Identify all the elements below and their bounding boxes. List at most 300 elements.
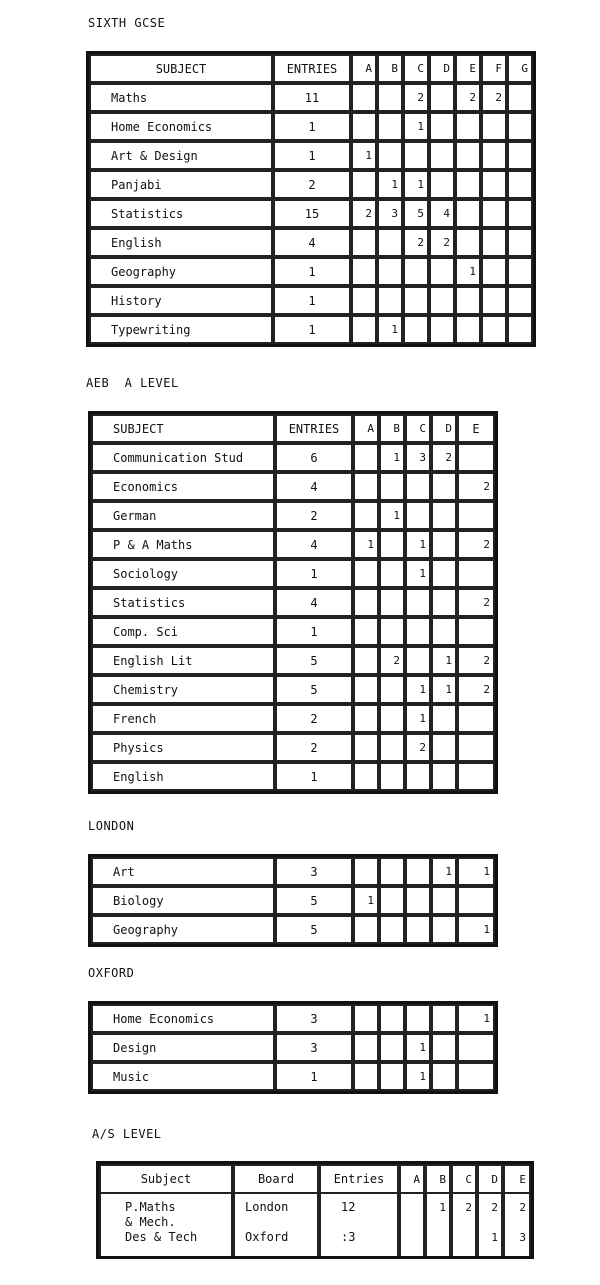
grade-cell: 2 — [429, 228, 455, 257]
grade-cell — [455, 228, 481, 257]
subject-cell: Physics — [91, 733, 275, 762]
grade-cell — [457, 443, 495, 472]
as-level-line: Des & Tech — [125, 1230, 198, 1244]
column-header: F — [481, 54, 507, 83]
as-level-line — [401, 1215, 420, 1230]
grade-cell — [377, 141, 403, 170]
gcse-header-row — [89, 54, 533, 83]
grade-cell — [429, 170, 455, 199]
column-header: ENTRIES — [273, 54, 351, 83]
table-row — [91, 915, 495, 944]
grade-cell — [429, 315, 455, 344]
grade-cell — [403, 315, 429, 344]
table-row — [91, 1062, 495, 1091]
grade-cell — [431, 733, 457, 762]
table-row — [89, 199, 533, 228]
column-header: E — [503, 1164, 531, 1194]
table-row — [91, 472, 495, 501]
grade-cell — [351, 228, 377, 257]
table-row — [91, 443, 495, 472]
as-level-line: 1 — [439, 1201, 446, 1214]
grade-cell — [379, 915, 405, 944]
grade-cell — [507, 257, 533, 286]
grade-cell — [405, 1004, 431, 1033]
entries-cell: 1 — [275, 762, 353, 791]
grade-cell: 1 — [403, 170, 429, 199]
entries-cell: 6 — [275, 443, 353, 472]
entries-cell: 1 — [273, 315, 351, 344]
grade-cell — [405, 617, 431, 646]
grade-cell — [457, 886, 495, 915]
grade-cell — [379, 857, 405, 886]
grade-cell — [353, 733, 379, 762]
grade-cell — [429, 83, 455, 112]
subject-cell: English — [91, 762, 275, 791]
subject-cell: Communication Stud — [91, 443, 275, 472]
entries-cell: 4 — [273, 228, 351, 257]
grade-cell: 5 — [403, 199, 429, 228]
grade-cell — [431, 559, 457, 588]
subject-cell: Design — [91, 1033, 275, 1062]
grade-cell — [405, 646, 431, 675]
grade-cell: 1 — [353, 886, 379, 915]
grade-cell: 2 — [403, 228, 429, 257]
grade-cell — [455, 112, 481, 141]
grade-cell — [507, 170, 533, 199]
grade-cell — [351, 83, 377, 112]
grade-cell: 2 — [457, 588, 495, 617]
grade-cell: 2 — [457, 530, 495, 559]
grade-cell — [429, 112, 455, 141]
subject-cell: Statistics — [89, 199, 273, 228]
as-level-line — [479, 1215, 498, 1230]
table-row — [91, 501, 495, 530]
grade-cell — [431, 530, 457, 559]
subject-cell: History — [89, 286, 273, 315]
grade-cell — [379, 1062, 405, 1091]
grade-cell — [353, 762, 379, 791]
grade-cell — [353, 646, 379, 675]
table-row — [89, 257, 533, 286]
grade-cell — [405, 588, 431, 617]
as-level-results-table — [96, 1161, 534, 1259]
column-header: D — [429, 54, 455, 83]
grade-cell: 3 — [377, 199, 403, 228]
entries-cell: 2 — [275, 704, 353, 733]
grade-cell: 2 — [351, 199, 377, 228]
grade-cell — [455, 199, 481, 228]
table-row — [91, 886, 495, 915]
grade-cell — [379, 617, 405, 646]
table-row — [89, 315, 533, 344]
grade-cell — [403, 257, 429, 286]
as-level-line — [453, 1215, 472, 1230]
subject-cell: Sociology — [91, 559, 275, 588]
grade-cell — [379, 588, 405, 617]
table-row — [91, 646, 495, 675]
subject-cell: Biology — [91, 886, 275, 915]
grade-cell — [379, 559, 405, 588]
column-header: SUBJECT — [89, 54, 273, 83]
grade-cell — [353, 857, 379, 886]
grade-cell — [405, 915, 431, 944]
as-level-header-row — [99, 1164, 531, 1194]
column-header: Entries — [319, 1164, 399, 1194]
grade-cell: 1 — [377, 315, 403, 344]
entries-cell: 2 — [275, 501, 353, 530]
grade-cell — [455, 141, 481, 170]
grade-cell: 1 — [405, 530, 431, 559]
subject-cell: P & A Maths — [91, 530, 275, 559]
grade-cell: 2 — [457, 472, 495, 501]
subject-cell: Panjabi — [89, 170, 273, 199]
column-header: B — [425, 1164, 451, 1194]
column-header: D — [477, 1164, 503, 1194]
as-level-line: 3 — [519, 1231, 526, 1244]
as-level-line — [401, 1200, 420, 1215]
grade-cell — [457, 1033, 495, 1062]
grade-cell — [477, 1194, 503, 1256]
entries-cell: 2 — [273, 170, 351, 199]
grade-cell — [507, 199, 533, 228]
entries-cell: 4 — [275, 472, 353, 501]
grade-cell: 1 — [405, 704, 431, 733]
column-header: B — [379, 414, 405, 443]
grade-cell — [431, 1062, 457, 1091]
grade-cell: 1 — [379, 443, 405, 472]
grade-cell — [377, 228, 403, 257]
grade-cell — [353, 588, 379, 617]
subject-cell: Home Economics — [91, 1004, 275, 1033]
grade-cell — [379, 733, 405, 762]
grade-cell — [431, 915, 457, 944]
entries-cell: 1 — [275, 1062, 353, 1091]
grade-cell: 2 — [457, 646, 495, 675]
grade-cell — [379, 886, 405, 915]
grade-cell — [429, 141, 455, 170]
grade-cell — [507, 228, 533, 257]
gcse-results-table — [86, 51, 536, 347]
as-level-line — [505, 1215, 526, 1230]
grade-cell: 2 — [405, 733, 431, 762]
aeb-section-title: AEB A LEVEL — [86, 376, 179, 390]
grade-cell — [377, 83, 403, 112]
grade-cell — [353, 1004, 379, 1033]
entries-cell: 1 — [273, 141, 351, 170]
subject-cell — [99, 1194, 233, 1256]
column-header: B — [377, 54, 403, 83]
grade-cell: 1 — [403, 112, 429, 141]
entries-cell: 3 — [275, 857, 353, 886]
table-row — [99, 1194, 531, 1256]
as-level-line — [401, 1230, 420, 1245]
grade-cell — [353, 617, 379, 646]
grade-cell — [351, 257, 377, 286]
table-row — [91, 1004, 495, 1033]
grade-cell: 2 — [457, 675, 495, 704]
as-level-line: 2 — [465, 1201, 472, 1214]
column-header: E — [457, 414, 495, 443]
subject-cell: Chemistry — [91, 675, 275, 704]
column-header: Board — [233, 1164, 319, 1194]
as-level-line — [453, 1230, 472, 1245]
grade-cell — [431, 501, 457, 530]
grade-cell — [379, 675, 405, 704]
entries-cell: 2 — [275, 733, 353, 762]
grade-cell — [405, 501, 431, 530]
table-row — [89, 112, 533, 141]
grade-cell — [425, 1194, 451, 1256]
grade-cell — [353, 915, 379, 944]
grade-cell: 1 — [431, 675, 457, 704]
as-level-line — [245, 1215, 317, 1230]
column-header: A — [399, 1164, 425, 1194]
as-level-line: :3 — [341, 1230, 356, 1244]
grade-cell — [379, 1033, 405, 1062]
subject-cell: Typewriting — [89, 315, 273, 344]
grade-cell — [429, 257, 455, 286]
grade-cell: 1 — [405, 1033, 431, 1062]
grade-cell — [377, 257, 403, 286]
entries-cell: 5 — [275, 646, 353, 675]
subject-cell: English Lit — [91, 646, 275, 675]
grade-cell — [353, 675, 379, 704]
as-level-line — [427, 1215, 446, 1230]
grade-cell — [455, 170, 481, 199]
subject-cell: Statistics — [91, 588, 275, 617]
grade-cell — [431, 1033, 457, 1062]
grade-cell — [457, 559, 495, 588]
entries-cell: 1 — [273, 286, 351, 315]
column-header: C — [405, 414, 431, 443]
table-row — [91, 617, 495, 646]
grade-cell — [507, 83, 533, 112]
entries-cell — [319, 1194, 399, 1256]
grade-cell — [431, 588, 457, 617]
grade-cell — [353, 501, 379, 530]
london-results-table — [88, 854, 498, 947]
grade-cell — [457, 501, 495, 530]
grade-cell: 1 — [431, 857, 457, 886]
grade-cell — [353, 559, 379, 588]
grade-cell — [451, 1194, 477, 1256]
table-row — [91, 588, 495, 617]
grade-cell — [351, 112, 377, 141]
aeb-header-row — [91, 414, 495, 443]
grade-cell — [481, 228, 507, 257]
entries-cell: 1 — [273, 112, 351, 141]
subject-cell: Maths — [89, 83, 273, 112]
subject-cell: Economics — [91, 472, 275, 501]
grade-cell — [457, 733, 495, 762]
grade-cell: 2 — [481, 83, 507, 112]
oxford-results-table — [88, 1001, 498, 1094]
grade-cell — [405, 762, 431, 791]
column-header: C — [403, 54, 429, 83]
entries-cell: 3 — [275, 1004, 353, 1033]
column-header: ENTRIES — [275, 414, 353, 443]
subject-cell: Geography — [91, 915, 275, 944]
subject-cell: Music — [91, 1062, 275, 1091]
grade-cell — [379, 1004, 405, 1033]
grade-cell — [377, 112, 403, 141]
column-header: A — [353, 414, 379, 443]
subject-cell: German — [91, 501, 275, 530]
grade-cell — [431, 1004, 457, 1033]
table-row — [91, 1033, 495, 1062]
column-header: G — [507, 54, 533, 83]
grade-cell — [377, 286, 403, 315]
column-header: SUBJECT — [91, 414, 275, 443]
grade-cell: 1 — [405, 675, 431, 704]
entries-cell: 1 — [275, 559, 353, 588]
grade-cell: 2 — [403, 83, 429, 112]
grade-cell: 1 — [379, 501, 405, 530]
column-header: E — [455, 54, 481, 83]
board-cell — [233, 1194, 319, 1256]
london-section-title: LONDON — [88, 819, 135, 833]
grade-cell: 2 — [431, 443, 457, 472]
table-row — [89, 170, 533, 199]
subject-cell: Geography — [89, 257, 273, 286]
grade-cell — [481, 141, 507, 170]
grade-cell — [353, 443, 379, 472]
subject-cell: French — [91, 704, 275, 733]
grade-cell — [481, 286, 507, 315]
grade-cell: 2 — [379, 646, 405, 675]
grade-cell: 1 — [353, 530, 379, 559]
grade-cell — [457, 1062, 495, 1091]
as-level-line — [427, 1230, 446, 1245]
subject-cell: Comp. Sci — [91, 617, 275, 646]
grade-cell — [481, 112, 507, 141]
as-level-line: 2 — [491, 1201, 498, 1214]
table-row — [91, 733, 495, 762]
as-level-line: P.Maths — [125, 1200, 176, 1214]
grade-cell — [431, 704, 457, 733]
gcse-section-title: SIXTH GCSE — [88, 16, 166, 30]
entries-cell: 1 — [273, 257, 351, 286]
entries-cell: 11 — [273, 83, 351, 112]
table-row — [89, 286, 533, 315]
grade-cell — [379, 762, 405, 791]
grade-cell — [507, 112, 533, 141]
grade-cell: 1 — [377, 170, 403, 199]
grade-cell — [481, 257, 507, 286]
subject-cell: Art & Design — [89, 141, 273, 170]
oxford-section-title: OXFORD — [88, 966, 135, 980]
entries-cell: 4 — [275, 588, 353, 617]
grade-cell: 4 — [429, 199, 455, 228]
table-row — [91, 559, 495, 588]
table-row — [91, 704, 495, 733]
grade-cell — [481, 315, 507, 344]
grade-cell — [351, 286, 377, 315]
entries-cell: 4 — [275, 530, 353, 559]
as-level-section-title: A/S LEVEL — [92, 1127, 162, 1141]
table-row — [91, 762, 495, 791]
column-header: C — [451, 1164, 477, 1194]
as-level-line: Oxford — [245, 1230, 289, 1244]
grade-cell — [455, 315, 481, 344]
grade-cell — [429, 286, 455, 315]
table-row — [89, 83, 533, 112]
grade-cell — [457, 617, 495, 646]
grade-cell: 1 — [457, 1004, 495, 1033]
grade-cell — [403, 286, 429, 315]
grade-cell — [399, 1194, 425, 1256]
as-level-line: 12 — [341, 1200, 356, 1214]
table-row — [91, 675, 495, 704]
entries-cell: 15 — [273, 199, 351, 228]
grade-cell — [457, 704, 495, 733]
grade-cell — [431, 762, 457, 791]
column-header: D — [431, 414, 457, 443]
grade-cell — [351, 170, 377, 199]
grade-cell: 1 — [431, 646, 457, 675]
entries-cell: 5 — [275, 675, 353, 704]
grade-cell: 2 — [455, 83, 481, 112]
grade-cell — [379, 530, 405, 559]
grade-cell — [481, 199, 507, 228]
aeb-results-table — [88, 411, 498, 794]
grade-cell: 3 — [405, 443, 431, 472]
entries-cell: 3 — [275, 1033, 353, 1062]
grade-cell — [353, 1033, 379, 1062]
grade-cell — [353, 472, 379, 501]
as-level-line: 2 — [519, 1201, 526, 1214]
grade-cell — [353, 704, 379, 733]
subject-cell: Art — [91, 857, 275, 886]
table-row — [89, 141, 533, 170]
table-row — [91, 857, 495, 886]
table-row — [91, 530, 495, 559]
subject-cell: Home Economics — [89, 112, 273, 141]
grade-cell — [431, 617, 457, 646]
grade-cell — [405, 472, 431, 501]
grade-cell — [503, 1194, 531, 1256]
grade-cell — [405, 886, 431, 915]
grade-cell: 1 — [351, 141, 377, 170]
grade-cell — [481, 170, 507, 199]
as-level-line — [341, 1215, 397, 1230]
grade-cell — [455, 286, 481, 315]
grade-cell — [403, 141, 429, 170]
table-row — [89, 228, 533, 257]
grade-cell — [507, 315, 533, 344]
grade-cell — [431, 886, 457, 915]
grade-cell — [507, 141, 533, 170]
column-header: Subject — [99, 1164, 233, 1194]
grade-cell — [507, 286, 533, 315]
grade-cell: 1 — [457, 857, 495, 886]
grade-cell: 1 — [405, 1062, 431, 1091]
grade-cell: 1 — [405, 559, 431, 588]
as-level-line: 1 — [491, 1231, 498, 1244]
subject-cell: English — [89, 228, 273, 257]
grade-cell: 1 — [455, 257, 481, 286]
grade-cell: 1 — [457, 915, 495, 944]
grade-cell — [379, 472, 405, 501]
grade-cell — [431, 472, 457, 501]
entries-cell: 5 — [275, 915, 353, 944]
entries-cell: 5 — [275, 886, 353, 915]
grade-cell — [379, 704, 405, 733]
grade-cell — [351, 315, 377, 344]
entries-cell: 1 — [275, 617, 353, 646]
grade-cell — [353, 1062, 379, 1091]
grade-cell — [405, 857, 431, 886]
